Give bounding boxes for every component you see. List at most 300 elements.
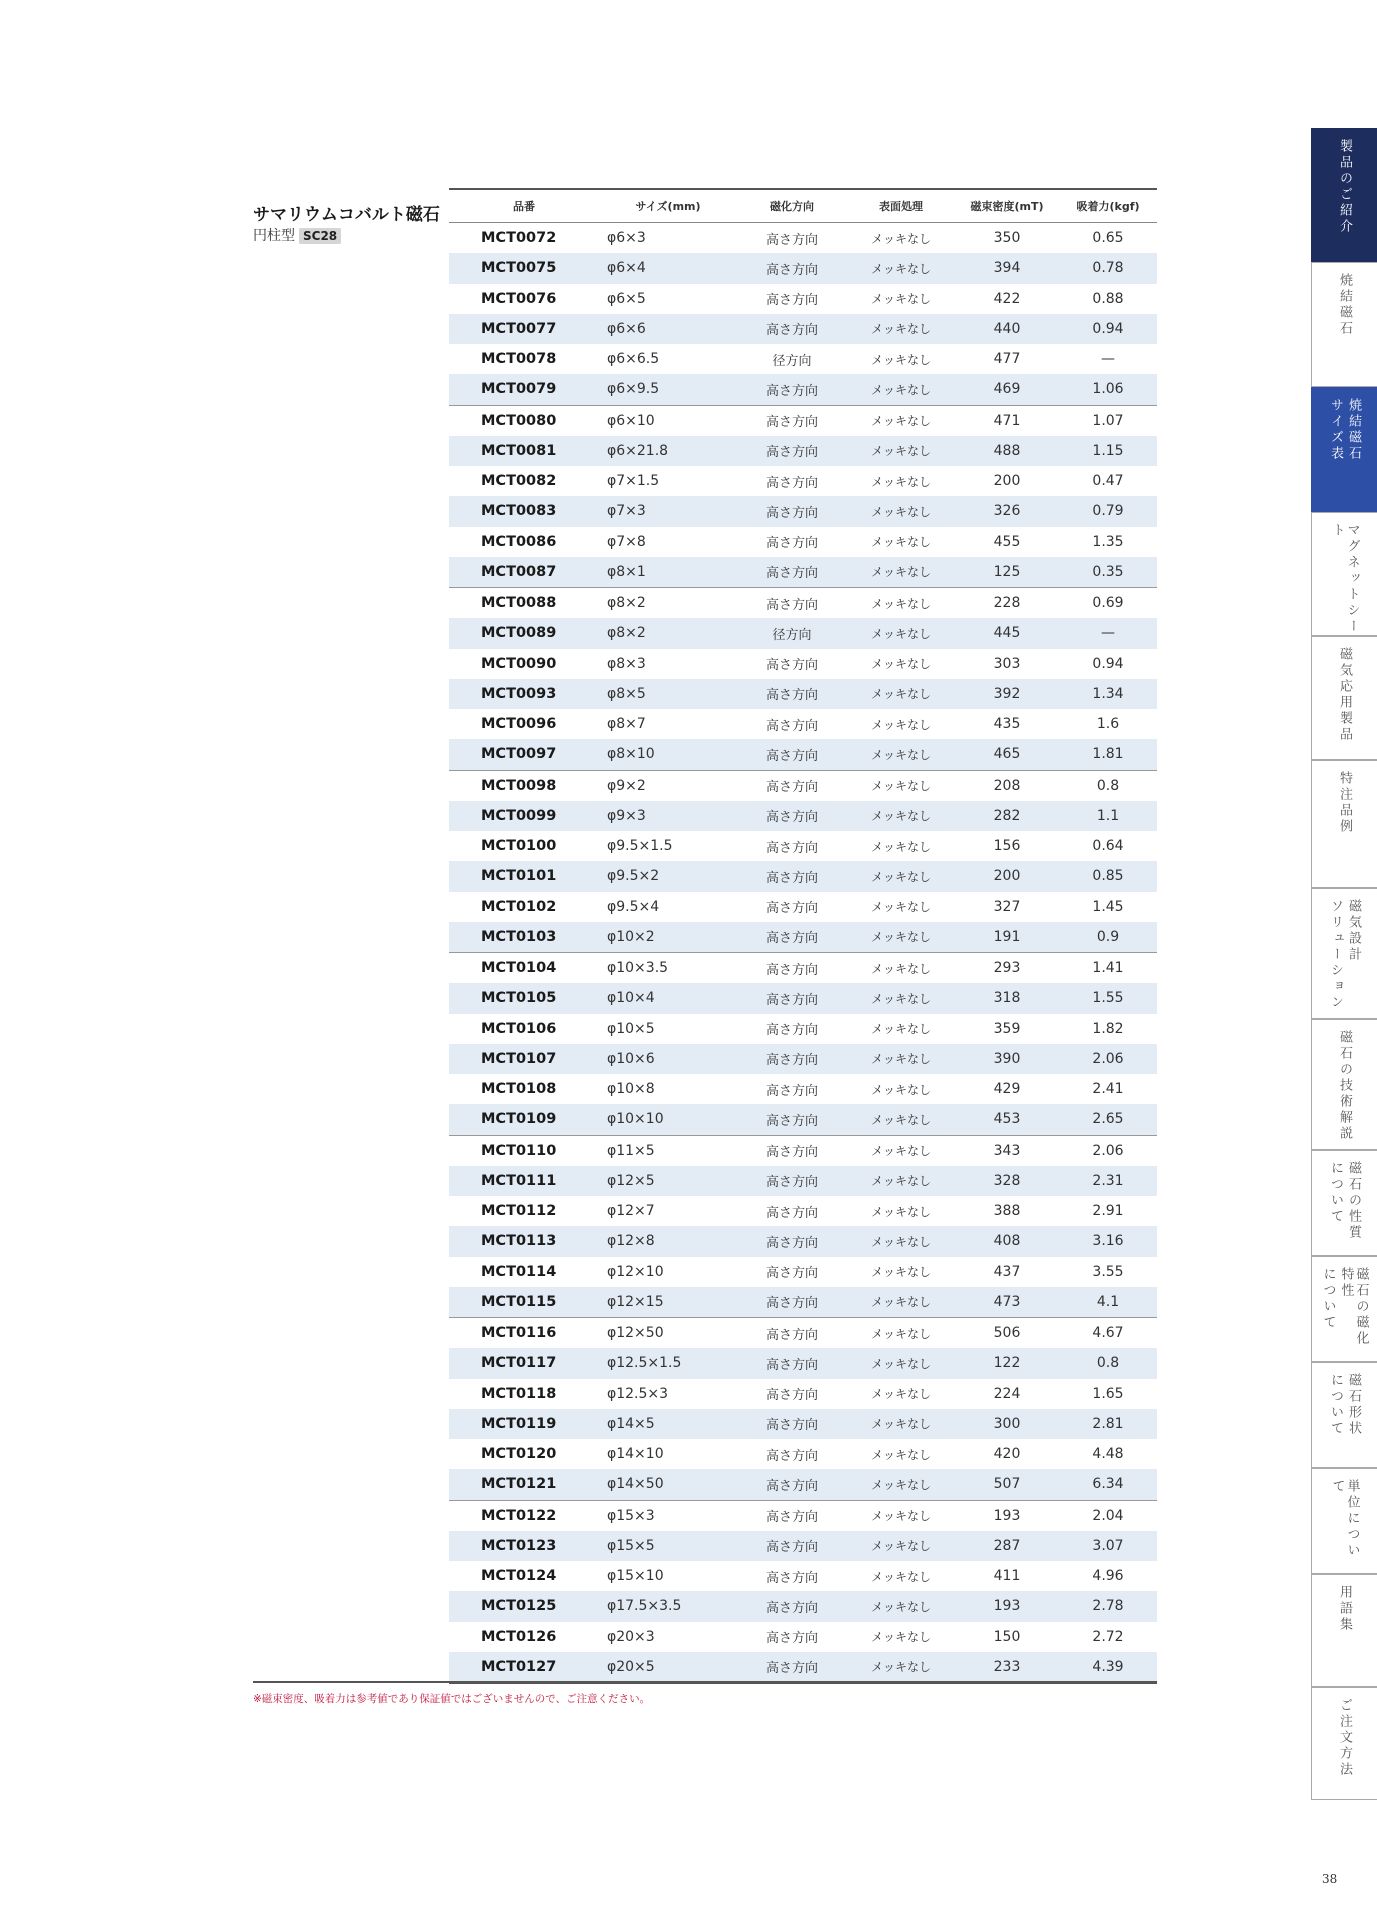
- holding-force-cell: 1.07: [1059, 405, 1157, 436]
- holding-force-cell: 1.34: [1059, 679, 1157, 709]
- magnetization-cell: 高さ方向: [737, 861, 847, 891]
- side-tab[interactable]: [1311, 512, 1377, 636]
- side-tab[interactable]: [1311, 1256, 1377, 1362]
- side-tab[interactable]: [1311, 888, 1377, 1019]
- magnetization-cell: 高さ方向: [737, 1135, 847, 1166]
- side-tab[interactable]: [1311, 1019, 1377, 1150]
- surface-cell: メッキなし: [870, 292, 931, 307]
- part-number-cell: MCT0117: [449, 1348, 599, 1378]
- flux-density-cell: 422: [993, 290, 1021, 307]
- table-row: [449, 436, 1157, 466]
- surface-cell: メッキなし: [847, 1469, 955, 1500]
- holding-force-cell: 4.67: [1059, 1318, 1157, 1349]
- part-number-cell: MCT0105: [449, 983, 599, 1013]
- side-tab-label: 磁気応用製品: [1337, 647, 1352, 743]
- surface-cell: メッキなし: [870, 231, 931, 246]
- magnetization-cell: 高さ方向: [737, 1226, 847, 1256]
- holding-force-cell: 0.65: [1092, 230, 1124, 247]
- table-row: [449, 1500, 1157, 1531]
- surface-cell: メッキなし: [847, 801, 955, 831]
- flux-density-cell: 420: [993, 1446, 1021, 1463]
- table-row: [449, 496, 1157, 526]
- surface-cell: メッキなし: [847, 1318, 955, 1349]
- holding-force-cell: 3.16: [1059, 1226, 1157, 1256]
- magnetization-cell: 高さ方向: [737, 1318, 847, 1349]
- size-cell: φ6×6: [599, 314, 737, 344]
- side-tab-label: について: [1328, 1161, 1343, 1225]
- table-row: [449, 1469, 1157, 1500]
- size-cell: φ12×7: [607, 1203, 655, 1220]
- table-row: [449, 1166, 1157, 1196]
- footnote: ※磁束密度、吸着力は参考値であり保証値ではございませんので、ご注意ください。: [253, 1693, 651, 1705]
- col-header-size: サイズ(mm): [599, 189, 737, 223]
- surface-cell: メッキなし: [847, 922, 955, 953]
- table-row: [449, 1439, 1157, 1469]
- surface-cell: メッキなし: [847, 1226, 955, 1256]
- holding-force-cell: 0.69: [1059, 588, 1157, 619]
- col-header-part-number: 品番: [449, 189, 599, 223]
- side-tab[interactable]: [1311, 636, 1377, 760]
- surface-cell: メッキなし: [847, 953, 955, 984]
- table-row: [449, 1014, 1157, 1044]
- flux-density-cell: 150: [993, 1628, 1021, 1645]
- table-row: [449, 314, 1157, 344]
- holding-force-cell: —: [1101, 351, 1115, 368]
- table-row: [449, 770, 1157, 801]
- flux-density-cell: 326: [955, 496, 1059, 526]
- holding-force-cell: 1.1: [1059, 801, 1157, 831]
- table-row: [449, 527, 1157, 557]
- size-cell: φ6×4: [599, 253, 737, 283]
- flux-density-cell: 122: [955, 1348, 1059, 1378]
- magnetization-cell: 高さ方向: [737, 1044, 847, 1074]
- flux-density-cell: 411: [993, 1568, 1021, 1585]
- holding-force-cell: 2.06: [1059, 1135, 1157, 1166]
- side-tab[interactable]: [1311, 1687, 1377, 1800]
- table-row: [449, 557, 1157, 588]
- flux-density-cell: 471: [955, 405, 1059, 436]
- table-row: [449, 739, 1157, 770]
- holding-force-cell: 1.45: [1092, 898, 1124, 915]
- holding-force-cell: 4.48: [1092, 1446, 1124, 1463]
- side-tab-label: 用語集: [1337, 1585, 1352, 1633]
- magnetization-cell: 高さ方向: [737, 1409, 847, 1439]
- col-header-magnetization: 磁化方向: [737, 189, 847, 223]
- size-cell: φ10×4: [599, 983, 737, 1013]
- side-tab-label: について: [1320, 1267, 1336, 1331]
- part-number-cell: MCT0112: [481, 1203, 557, 1220]
- holding-force-cell: 0.64: [1092, 838, 1124, 855]
- holding-force-cell: 1.15: [1059, 436, 1157, 466]
- table-row: [449, 1074, 1157, 1104]
- size-cell: φ12.5×1.5: [599, 1348, 737, 1378]
- flux-density-cell: 200: [993, 473, 1021, 490]
- holding-force-cell: 4.1: [1059, 1287, 1157, 1318]
- holding-force-cell: 2.65: [1059, 1104, 1157, 1135]
- magnetization-cell: 高さ方向: [765, 1570, 818, 1586]
- size-cell: φ10×3.5: [599, 953, 737, 984]
- flux-density-cell: 445: [955, 618, 1059, 648]
- table-row: [449, 892, 1157, 922]
- magnetization-cell: 高さ方向: [765, 658, 818, 674]
- size-cell: φ6×21.8: [599, 436, 737, 466]
- part-number-cell: MCT0120: [481, 1446, 557, 1463]
- surface-cell: メッキなし: [847, 1652, 955, 1683]
- part-number-cell: MCT0103: [449, 922, 599, 953]
- size-cell: φ8×10: [599, 739, 737, 770]
- size-cell: φ12×5: [599, 1166, 737, 1196]
- magnetization-cell: 高さ方向: [737, 1652, 847, 1683]
- size-cell: φ12×8: [599, 1226, 737, 1256]
- magnetization-cell: 高さ方向: [737, 1166, 847, 1196]
- side-tab-label: ご注文方法: [1337, 1698, 1352, 1778]
- table-row: [449, 1196, 1157, 1226]
- magnetization-cell: 径方向: [772, 353, 812, 369]
- magnetization-cell: 高さ方向: [765, 1448, 818, 1464]
- size-cell: φ10×6: [599, 1044, 737, 1074]
- holding-force-cell: 1.81: [1059, 739, 1157, 770]
- table-row: [449, 709, 1157, 739]
- magnetization-cell: 高さ方向: [737, 953, 847, 984]
- part-number-cell: MCT0089: [449, 618, 599, 648]
- side-tab[interactable]: [1311, 760, 1377, 888]
- magnetization-cell: 高さ方向: [765, 1205, 818, 1221]
- magnetization-cell: 高さ方向: [765, 1631, 818, 1647]
- surface-cell: メッキなし: [847, 405, 955, 436]
- side-tab[interactable]: [1311, 1574, 1377, 1687]
- holding-force-cell: 1.55: [1059, 983, 1157, 1013]
- flux-density-cell: 343: [955, 1135, 1059, 1166]
- part-number-cell: MCT0081: [449, 436, 599, 466]
- surface-cell: メッキなし: [847, 1409, 955, 1439]
- magnetization-cell: 高さ方向: [765, 232, 818, 248]
- magnetization-cell: 高さ方向: [737, 405, 847, 436]
- surface-cell: メッキなし: [847, 1531, 955, 1561]
- size-cell: φ6×10: [599, 405, 737, 436]
- side-tab[interactable]: [1311, 387, 1377, 512]
- table-bottom-rule: [253, 1681, 1157, 1683]
- part-number-cell: MCT0100: [481, 838, 557, 855]
- table-row: [449, 1257, 1157, 1287]
- size-cell: φ10×2: [599, 922, 737, 953]
- holding-force-cell: 0.79: [1059, 496, 1157, 526]
- side-tab-label: 磁石の磁化特性: [1338, 1267, 1369, 1347]
- table-row: [449, 1135, 1157, 1166]
- surface-cell: メッキなし: [847, 1104, 955, 1135]
- size-cell: φ8×2: [599, 588, 737, 619]
- magnetization-cell: 高さ方向: [765, 901, 818, 917]
- flux-density-cell: 437: [993, 1263, 1021, 1280]
- flux-density-cell: 327: [993, 898, 1021, 915]
- holding-force-cell: 2.91: [1092, 1203, 1124, 1220]
- holding-force-cell: 0.47: [1092, 473, 1124, 490]
- magnetization-cell: 高さ方向: [737, 588, 847, 619]
- magnetization-cell: 高さ方向: [765, 718, 818, 734]
- holding-force-cell: 6.34: [1059, 1469, 1157, 1500]
- size-cell: φ12×15: [599, 1287, 737, 1318]
- part-number-cell: MCT0083: [449, 496, 599, 526]
- holding-force-cell: 2.72: [1092, 1628, 1124, 1645]
- magnetization-cell: 高さ方向: [765, 1083, 818, 1099]
- part-number-cell: MCT0086: [481, 533, 557, 550]
- flux-density-cell: 359: [993, 1020, 1021, 1037]
- surface-cell: メッキなし: [870, 657, 931, 672]
- flux-density-cell: 350: [993, 230, 1021, 247]
- part-number-cell: MCT0122: [449, 1500, 599, 1531]
- surface-cell: メッキなし: [870, 352, 931, 367]
- flux-density-cell: 293: [955, 953, 1059, 984]
- flux-density-cell: 473: [955, 1287, 1059, 1318]
- flux-density-cell: 429: [993, 1081, 1021, 1098]
- part-number-cell: MCT0075: [449, 253, 599, 283]
- side-tab-label: 製品のご紹介: [1337, 139, 1352, 235]
- holding-force-cell: 1.6: [1096, 716, 1120, 733]
- table-row: [449, 1318, 1157, 1349]
- surface-cell: メッキなし: [870, 1569, 931, 1584]
- size-cell: φ8×1: [599, 557, 737, 588]
- part-number-cell: MCT0124: [481, 1568, 557, 1585]
- surface-cell: メッキなし: [847, 679, 955, 709]
- flux-density-cell: 390: [955, 1044, 1059, 1074]
- flux-density-cell: 469: [955, 374, 1059, 405]
- surface-cell: メッキなし: [847, 1591, 955, 1621]
- part-number-cell: MCT0106: [481, 1020, 557, 1037]
- table-row: [449, 861, 1157, 891]
- flux-density-cell: 125: [955, 557, 1059, 588]
- size-cell: φ10×5: [607, 1020, 655, 1037]
- size-cell: φ9.5×1.5: [607, 838, 673, 855]
- flux-density-cell: 228: [955, 588, 1059, 619]
- magnetization-cell: 高さ方向: [765, 1023, 818, 1039]
- magnetization-cell: 高さ方向: [737, 1469, 847, 1500]
- magnetization-cell: 高さ方向: [765, 840, 818, 856]
- table-row: [449, 1591, 1157, 1621]
- surface-cell: メッキなし: [847, 253, 955, 283]
- side-tab[interactable]: [1311, 1150, 1377, 1256]
- surface-cell: メッキなし: [847, 436, 955, 466]
- holding-force-cell: 2.41: [1092, 1081, 1124, 1098]
- side-tab-label: 単位について: [1329, 1479, 1360, 1559]
- surface-cell: メッキなし: [847, 861, 955, 891]
- part-number-cell: MCT0121: [449, 1469, 599, 1500]
- magnetization-cell: 高さ方向: [737, 1500, 847, 1531]
- grade-badge: SC28: [299, 228, 341, 244]
- side-tab-label: 磁石形状: [1346, 1373, 1361, 1437]
- surface-cell: メッキなし: [870, 1630, 931, 1645]
- table-row: [449, 1287, 1157, 1318]
- holding-force-cell: 0.8: [1059, 1348, 1157, 1378]
- magnetization-cell: 高さ方向: [765, 293, 818, 309]
- surface-cell: メッキなし: [847, 588, 955, 619]
- part-number-cell: MCT0099: [449, 801, 599, 831]
- magnetization-cell: 高さ方向: [765, 475, 818, 491]
- size-cell: φ9×2: [599, 770, 737, 801]
- surface-cell: メッキなし: [847, 1348, 955, 1378]
- part-number-cell: MCT0113: [449, 1226, 599, 1256]
- flux-density-cell: 465: [955, 739, 1059, 770]
- surface-cell: メッキなし: [847, 374, 955, 405]
- table-row: [449, 1044, 1157, 1074]
- holding-force-cell: 0.9: [1059, 922, 1157, 953]
- size-cell: φ15×5: [599, 1531, 737, 1561]
- col-header-surface: 表面処理: [847, 189, 955, 223]
- flux-density-cell: 394: [955, 253, 1059, 283]
- part-number-cell: MCT0109: [449, 1104, 599, 1135]
- side-tab[interactable]: [1311, 262, 1377, 387]
- table-row: [449, 588, 1157, 619]
- flux-density-cell: 200: [955, 861, 1059, 891]
- size-cell: φ12.5×3: [607, 1385, 669, 1402]
- part-number-cell: MCT0102: [481, 898, 557, 915]
- table-row: [449, 1622, 1157, 1652]
- surface-cell: メッキなし: [847, 770, 955, 801]
- magnetization-cell: 高さ方向: [737, 557, 847, 588]
- flux-density-cell: 506: [955, 1318, 1059, 1349]
- col-header-flux-density: 磁束密度(mT): [955, 189, 1059, 223]
- size-cell: φ9.5×4: [607, 898, 660, 915]
- product-subtitle: [253, 225, 341, 245]
- side-tab-label: 焼結磁石: [1346, 398, 1361, 462]
- magnetization-cell: 高さ方向: [765, 1266, 818, 1282]
- magnetization-cell: 高さ方向: [737, 1348, 847, 1378]
- table-header-row: [449, 189, 1157, 223]
- magnetization-cell: 高さ方向: [737, 1531, 847, 1561]
- flux-density-cell: 488: [955, 436, 1059, 466]
- table-row: [449, 953, 1157, 984]
- part-number-cell: MCT0110: [449, 1135, 599, 1166]
- flux-density-cell: 392: [955, 679, 1059, 709]
- surface-cell: メッキなし: [847, 1500, 955, 1531]
- page-number: 38: [1322, 1872, 1338, 1886]
- side-tab-label: 磁気設計: [1346, 899, 1361, 963]
- table-row: [449, 1561, 1157, 1591]
- col-header-holding-force: 吸着力(kgf): [1059, 189, 1157, 223]
- part-number-cell: MCT0107: [449, 1044, 599, 1074]
- part-number-cell: MCT0087: [449, 557, 599, 588]
- surface-cell: メッキなし: [870, 1082, 931, 1097]
- magnetization-cell: 高さ方向: [737, 922, 847, 953]
- part-number-cell: MCT0097: [449, 739, 599, 770]
- flux-density-cell: 507: [955, 1469, 1059, 1500]
- holding-force-cell: —: [1059, 618, 1157, 648]
- size-cell: φ10×8: [607, 1081, 655, 1098]
- flux-density-cell: 208: [955, 770, 1059, 801]
- size-cell: φ7×1.5: [607, 473, 660, 490]
- spec-table: [449, 188, 1157, 1684]
- part-number-cell: MCT0125: [449, 1591, 599, 1621]
- size-cell: φ8×7: [607, 716, 646, 733]
- surface-cell: メッキなし: [870, 900, 931, 915]
- side-tab-label: 焼結磁石: [1337, 273, 1352, 337]
- table-row: [449, 983, 1157, 1013]
- holding-force-cell: 1.41: [1059, 953, 1157, 984]
- table-row: [449, 1379, 1157, 1409]
- holding-force-cell: 2.78: [1059, 1591, 1157, 1621]
- holding-force-cell: 0.85: [1059, 861, 1157, 891]
- size-cell: φ17.5×3.5: [599, 1591, 737, 1621]
- side-tab-label: サイズ表: [1328, 398, 1343, 462]
- size-cell: φ7×3: [599, 496, 737, 526]
- holding-force-cell: 2.04: [1059, 1500, 1157, 1531]
- flux-density-cell: 193: [955, 1500, 1059, 1531]
- size-cell: φ14×50: [599, 1469, 737, 1500]
- part-number-cell: MCT0098: [449, 770, 599, 801]
- product-title: サマリウムコバルト磁石: [253, 205, 440, 225]
- magnetization-cell: 高さ方向: [737, 1104, 847, 1135]
- side-tab-label: マグネットシート: [1329, 523, 1360, 635]
- magnetization-cell: 高さ方向: [737, 739, 847, 770]
- table-row: [449, 284, 1157, 314]
- side-tab-label: 磁石の技術解説: [1337, 1030, 1352, 1142]
- table-row: [449, 405, 1157, 436]
- magnetization-cell: 高さ方向: [737, 374, 847, 405]
- holding-force-cell: 1.06: [1059, 374, 1157, 405]
- flux-density-cell: 287: [955, 1531, 1059, 1561]
- side-tab-label: 磁石の性質: [1346, 1161, 1361, 1241]
- magnetization-cell: 高さ方向: [737, 679, 847, 709]
- size-cell: φ12×50: [599, 1318, 737, 1349]
- surface-cell: メッキなし: [847, 496, 955, 526]
- flux-density-cell: 408: [955, 1226, 1059, 1256]
- table-row: [449, 679, 1157, 709]
- surface-cell: メッキなし: [847, 739, 955, 770]
- surface-cell: メッキなし: [847, 618, 955, 648]
- surface-cell: メッキなし: [847, 1044, 955, 1074]
- surface-cell: メッキなし: [870, 717, 931, 732]
- size-cell: φ8×5: [599, 679, 737, 709]
- part-number-cell: MCT0088: [449, 588, 599, 619]
- side-tab[interactable]: [1311, 128, 1377, 262]
- part-number-cell: MCT0118: [481, 1385, 557, 1402]
- magnetization-cell: 高さ方向: [737, 496, 847, 526]
- size-cell: φ14×5: [599, 1409, 737, 1439]
- surface-cell: メッキなし: [847, 557, 955, 588]
- magnetization-cell: 高さ方向: [737, 801, 847, 831]
- magnetization-cell: 高さ方向: [737, 436, 847, 466]
- table-row: [449, 1348, 1157, 1378]
- surface-cell: メッキなし: [870, 474, 931, 489]
- part-number-cell: MCT0079: [449, 374, 599, 405]
- side-tab-label: 特注品例: [1337, 771, 1352, 835]
- size-cell: φ6×6.5: [607, 351, 660, 368]
- size-cell: φ6×5: [607, 290, 646, 307]
- table-row: [449, 344, 1157, 374]
- side-tab-label: について: [1328, 1373, 1343, 1437]
- flux-density-cell: 455: [993, 533, 1021, 550]
- part-number-cell: MCT0076: [481, 290, 557, 307]
- holding-force-cell: 0.88: [1092, 290, 1124, 307]
- side-tab-label: ソリューション: [1328, 899, 1343, 1011]
- surface-cell: メッキなし: [870, 1204, 931, 1219]
- table-row: [449, 1652, 1157, 1683]
- side-tab[interactable]: [1311, 1362, 1377, 1468]
- part-number-cell: MCT0108: [481, 1081, 557, 1098]
- holding-force-cell: 1.82: [1092, 1020, 1124, 1037]
- size-cell: φ20×5: [599, 1652, 737, 1683]
- holding-force-cell: 0.78: [1059, 253, 1157, 283]
- holding-force-cell: 1.65: [1092, 1385, 1124, 1402]
- magnetization-cell: 高さ方向: [737, 253, 847, 283]
- flux-density-cell: 477: [993, 351, 1021, 368]
- flux-density-cell: 282: [955, 801, 1059, 831]
- surface-cell: メッキなし: [870, 1447, 931, 1462]
- holding-force-cell: 3.55: [1092, 1263, 1124, 1280]
- size-cell: φ14×10: [607, 1446, 664, 1463]
- side-tab[interactable]: [1311, 1468, 1377, 1574]
- magnetization-cell: 高さ方向: [737, 1287, 847, 1318]
- flux-density-cell: 435: [993, 716, 1021, 733]
- table-row: [449, 922, 1157, 953]
